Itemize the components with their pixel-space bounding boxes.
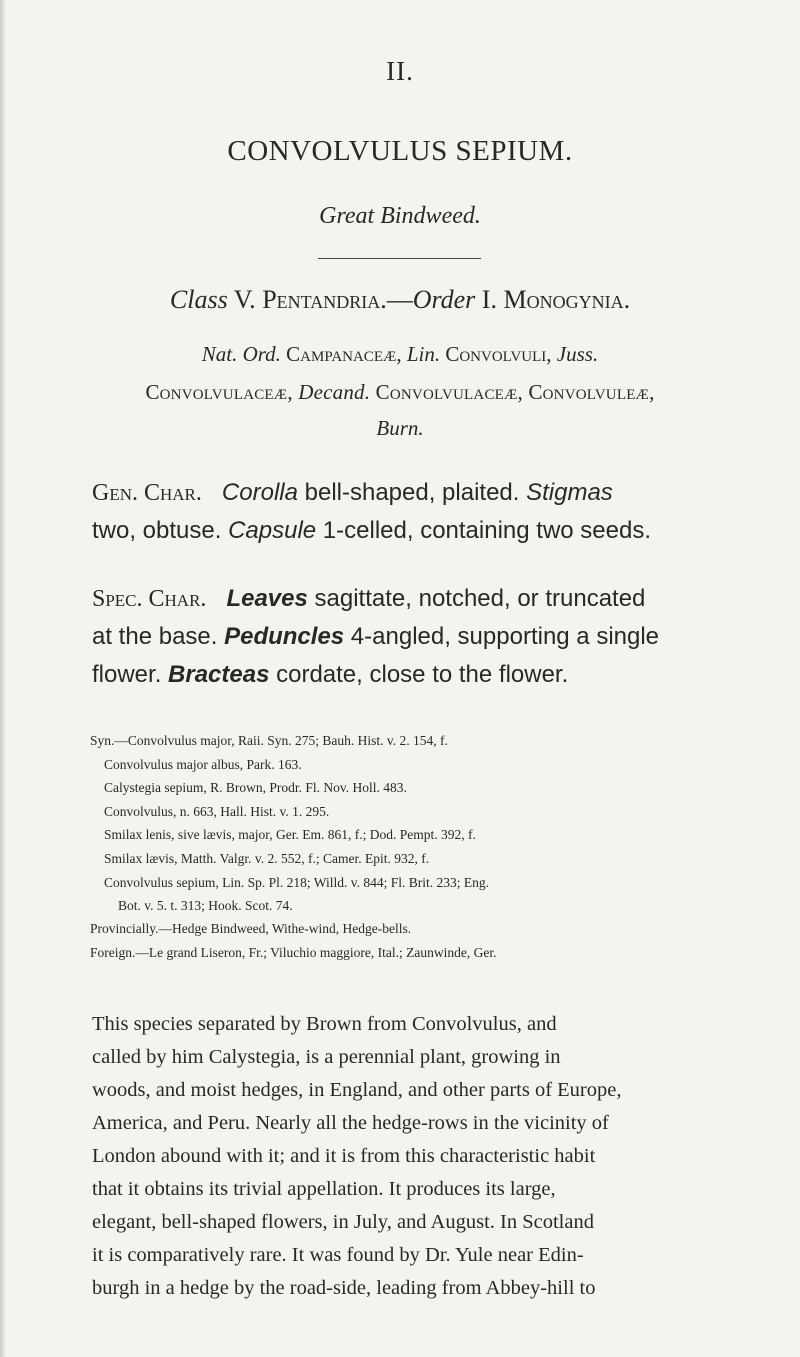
classification-line <box>0 285 800 315</box>
plate-number: II. <box>386 56 414 86</box>
synonym-line: Smilax lævis, Matth. Valgr. v. 2. 552, f.; Camer. Epit. 932, f. <box>104 851 430 866</box>
body-text-line: it is comparatively rare. It was found by Dr. Yule near Edin- <box>92 1244 584 1266</box>
specific-character-line-3 <box>92 661 568 689</box>
nat-ord-campanaceae: Campanaceæ, <box>286 342 402 366</box>
gen-char-corolla: Corolla <box>221 479 298 506</box>
spec-char-text-3: 4-angled, supporting a single <box>344 623 660 650</box>
synonym-line: Smilax lenis, sive lævis, major, Ger. Em. 861, f.; Dod. Pempt. 392, f. <box>104 827 476 842</box>
synonym-line: Bot. v. 5. t. 313; Hook. Scot. 74. <box>118 898 293 913</box>
nat-ord-juss: Juss. <box>556 342 599 366</box>
natural-order-line-3: Burn. <box>376 416 424 440</box>
nat-ord-convolvuleae: Convolvulaceæ, Convolvuleæ, <box>375 380 655 404</box>
gen-char-label: Gen. Char. <box>92 480 202 506</box>
gen-char-capsule: Capsule <box>228 517 317 544</box>
gen-char-text: bell-shaped, plaited. <box>297 479 527 506</box>
specific-character-line-2 <box>92 623 659 651</box>
synonym-line: Syn.—Convolvulus major, Raii. Syn. 275; Bauh. Hist. v. 2. 154, f. <box>90 733 448 748</box>
order-number: I. <box>481 285 497 314</box>
order-label: Order <box>412 285 476 314</box>
provincial-names: Provincially.—Hedge Bindweed, Withe-wind, Hedge-bells. <box>90 921 412 936</box>
synonym-line: Calystegia sepium, R. Brown, Prodr. Fl. Nov. Holl. 483. <box>104 780 407 795</box>
spec-char-text-2: at the base. <box>92 623 225 650</box>
specific-character-line-1 <box>92 585 645 613</box>
spec-char-text-4: flower. <box>92 661 169 688</box>
synonym-line: Convolvulus, n. 663, Hall. Hist. v. 1. 295. <box>104 804 330 819</box>
divider <box>318 258 481 259</box>
body-text-line: burgh in a hedge by the road-side, leading from Abbey-hill to <box>92 1277 596 1299</box>
spec-char-text-5: cordate, close to the flower. <box>269 661 569 688</box>
body-text-line: This species separated by Brown from Convolvulus, and <box>92 1013 557 1035</box>
body-text-line: woods, and moist hedges, in England, and other parts of Europe, <box>92 1079 622 1101</box>
gen-char-text-3: 1-celled, containing two seeds. <box>316 517 652 544</box>
spec-char-peduncles: Peduncles <box>224 623 345 650</box>
natural-order-line-2 <box>0 380 800 405</box>
natural-order-line-1 <box>0 342 800 367</box>
synonym-line: Convolvulus major albus, Park. 163. <box>104 757 302 772</box>
class-number: V. <box>233 285 256 314</box>
generic-character-line-1 <box>92 479 613 507</box>
class-name: Pentandria.— <box>262 285 413 314</box>
body-text-line: called by him Calystegia, is a perennial plant, growing in <box>92 1046 561 1068</box>
gen-char-text-2: two, obtuse. <box>92 517 229 544</box>
nat-ord-decand: Decand. <box>298 380 371 404</box>
nat-ord-convolvulaceae: Convolvulaceæ, <box>145 380 293 404</box>
body-text-line: America, and Peru. Nearly all the hedge-rows in the vicinity of <box>92 1112 609 1134</box>
common-name: Great Bindweed. <box>319 203 481 229</box>
spec-char-text: sagittate, notched, or truncated <box>307 585 646 612</box>
order-name: Monogynia. <box>503 285 631 314</box>
synonym-line: Convolvulus sepium, Lin. Sp. Pl. 218; Willd. v. 844; Fl. Brit. 233; Eng. <box>104 875 489 890</box>
nat-ord-lin: Lin. <box>406 342 441 366</box>
nat-ord-convolvuli: Convolvuli, <box>445 342 552 366</box>
page-title: CONVOLVULUS SEPIUM. <box>227 135 573 167</box>
foreign-names: Foreign.—Le grand Liseron, Fr.; Viluchio maggiore, Ital.; Zaunwinde, Ger. <box>90 945 497 960</box>
body-text-line: elegant, bell-shaped flowers, in July, and August. In Scotland <box>92 1211 594 1233</box>
gen-char-stigmas: Stigmas <box>526 479 613 506</box>
spec-char-label: Spec. Char. <box>92 586 207 612</box>
spec-char-leaves: Leaves <box>226 585 308 612</box>
body-text-line: London abound with it; and it is from this characteristic habit <box>92 1145 596 1167</box>
generic-character-line-2 <box>92 517 651 545</box>
nat-ord-label: Nat. Ord. <box>201 342 281 366</box>
spec-char-bracteas: Bracteas <box>168 661 270 688</box>
class-label: Class <box>169 285 228 314</box>
body-text-line: that it obtains its trivial appellation. It produces its large, <box>92 1178 556 1200</box>
